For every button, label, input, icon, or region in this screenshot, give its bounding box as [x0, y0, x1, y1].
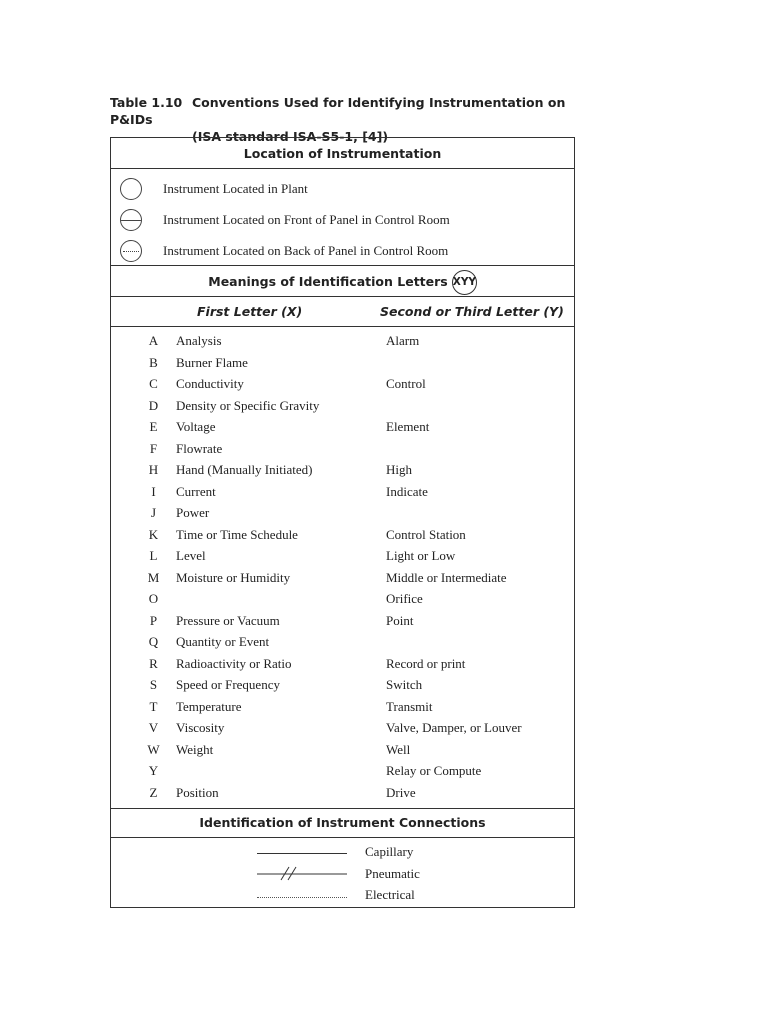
row-first-meaning: Analysis [176, 333, 222, 348]
list-item [111, 760, 574, 782]
letters-heading [111, 270, 574, 295]
row-letter: I [151, 483, 156, 499]
row-first-meaning: Current [176, 483, 216, 499]
row-letter: K [148, 526, 159, 542]
letters-list [111, 330, 574, 803]
letters-heading-text: Meanings of Identification Letters [208, 274, 448, 289]
row-second-meaning: High [386, 462, 412, 477]
divider [111, 326, 574, 327]
col-first-letter: First Letter (X) [197, 304, 303, 319]
pneumatic-line-icon [257, 864, 347, 880]
row-first-meaning: Conductivity [176, 376, 244, 391]
row-second-meaning: Valve, Damper, or Louver [386, 720, 522, 735]
row-second-meaning: Light or Low [386, 548, 456, 563]
divider [111, 837, 574, 838]
row-first-meaning: Radioactivity or Ratio [176, 655, 292, 671]
row-second-meaning: Drive [386, 784, 416, 800]
row-first-meaning: Flowrate [176, 440, 223, 456]
list-item [111, 395, 574, 417]
row-letter: F [149, 440, 158, 456]
table-subtitle: (ISA standard ISA-S5-1, [4]) [192, 129, 389, 144]
row-letter: B [149, 354, 158, 370]
list-item [111, 610, 574, 632]
table-title: Conventions Used for Identifying Instrumentation on P&IDs [110, 95, 566, 127]
row-letter: R [149, 655, 158, 671]
location-item-plant: Instrument Located in Plant [163, 181, 308, 196]
row-second-meaning: Indicate [386, 483, 428, 499]
row-letter: Z [149, 784, 158, 800]
divider [111, 265, 574, 266]
row-letter: V [148, 720, 159, 735]
conventions-table [110, 137, 575, 908]
location-item-front-panel: Instrument Located on Front of Panel in Control Room [163, 212, 450, 227]
list-item [111, 524, 574, 546]
row-second-meaning: Transmit [386, 698, 433, 714]
list-item [111, 373, 574, 395]
row-letter: L [149, 548, 158, 563]
row-first-meaning: Speed or Frequency [176, 677, 280, 692]
row-letter: H [148, 462, 159, 477]
list-item [111, 782, 574, 804]
list-item [111, 588, 574, 610]
row-second-meaning: Alarm [386, 333, 420, 348]
circle-plain-icon [120, 178, 142, 200]
row-second-meaning: Orifice [386, 591, 423, 606]
row-letter: W [147, 741, 160, 757]
list-item [111, 330, 574, 352]
row-first-meaning: Burner Flame [176, 354, 248, 370]
row-letter: E [149, 419, 158, 434]
location-item-back-panel: Instrument Located on Back of Panel in Control Room [163, 243, 449, 258]
list-item [111, 352, 574, 374]
row-letter: J [150, 505, 157, 520]
list-item [111, 567, 574, 589]
capillary-line-icon [257, 853, 347, 854]
list-item [111, 653, 574, 675]
divider [111, 168, 574, 169]
row-letter: A [148, 333, 159, 348]
connections-heading: Identification of Instrument Connections [199, 815, 486, 830]
row-second-meaning: Control Station [386, 526, 466, 542]
row-letter: T [149, 698, 158, 714]
list-item [111, 674, 574, 696]
electrical-line-icon [257, 897, 347, 898]
row-first-meaning: Quantity or Event [176, 634, 270, 649]
row-letter: S [149, 677, 158, 692]
table-number: Table 1.10 [110, 95, 183, 110]
list-item [111, 459, 574, 481]
location-heading: Location of Instrumentation [243, 146, 442, 161]
row-first-meaning: Position [176, 784, 219, 800]
row-second-meaning: Middle or Intermediate [386, 569, 507, 585]
row-letter: C [149, 376, 158, 391]
row-first-meaning: Time or Time Schedule [176, 526, 298, 542]
row-letter: Q [148, 634, 159, 649]
row-first-meaning: Power [176, 505, 210, 520]
connection-pneumatic: Pneumatic [365, 866, 420, 881]
connection-capillary: Capillary [365, 844, 414, 859]
list-item [111, 416, 574, 438]
row-first-meaning: Moisture or Humidity [176, 569, 291, 585]
row-letter: Y [148, 763, 159, 778]
row-second-meaning: Well [386, 741, 411, 757]
list-item [111, 631, 574, 653]
row-second-meaning: Record or print [386, 655, 466, 671]
divider [111, 296, 574, 297]
divider [111, 808, 574, 809]
row-second-meaning: Element [386, 419, 430, 434]
list-item [111, 696, 574, 718]
row-first-meaning: Pressure or Vacuum [176, 612, 280, 628]
row-second-meaning: Control [386, 376, 426, 391]
row-second-meaning: Relay or Compute [386, 763, 482, 778]
row-letter: O [148, 591, 159, 606]
list-item [111, 481, 574, 503]
row-first-meaning: Temperature [176, 698, 242, 714]
row-letter: D [148, 397, 159, 413]
row-first-meaning: Voltage [176, 419, 216, 434]
list-item [111, 739, 574, 761]
connection-electrical: Electrical [365, 887, 415, 902]
list-item [111, 438, 574, 460]
row-first-meaning: Level [176, 548, 206, 563]
col-second-letter: Second or Third Letter (Y) [380, 304, 564, 319]
list-item [111, 717, 574, 739]
row-letter: M [147, 569, 160, 585]
row-second-meaning: Switch [386, 677, 423, 692]
xyy-badge: XYY [452, 270, 477, 295]
row-first-meaning: Hand (Manually Initiated) [176, 462, 313, 477]
circle-solid-bar-icon [120, 209, 142, 231]
row-first-meaning: Weight [176, 741, 214, 757]
row-second-meaning: Point [386, 612, 414, 628]
row-letter: P [149, 612, 158, 628]
list-item [111, 502, 574, 524]
row-first-meaning: Viscosity [176, 720, 225, 735]
circle-dotted-bar-icon [120, 240, 142, 262]
list-item [111, 545, 574, 567]
row-first-meaning: Density or Specific Gravity [176, 397, 320, 413]
